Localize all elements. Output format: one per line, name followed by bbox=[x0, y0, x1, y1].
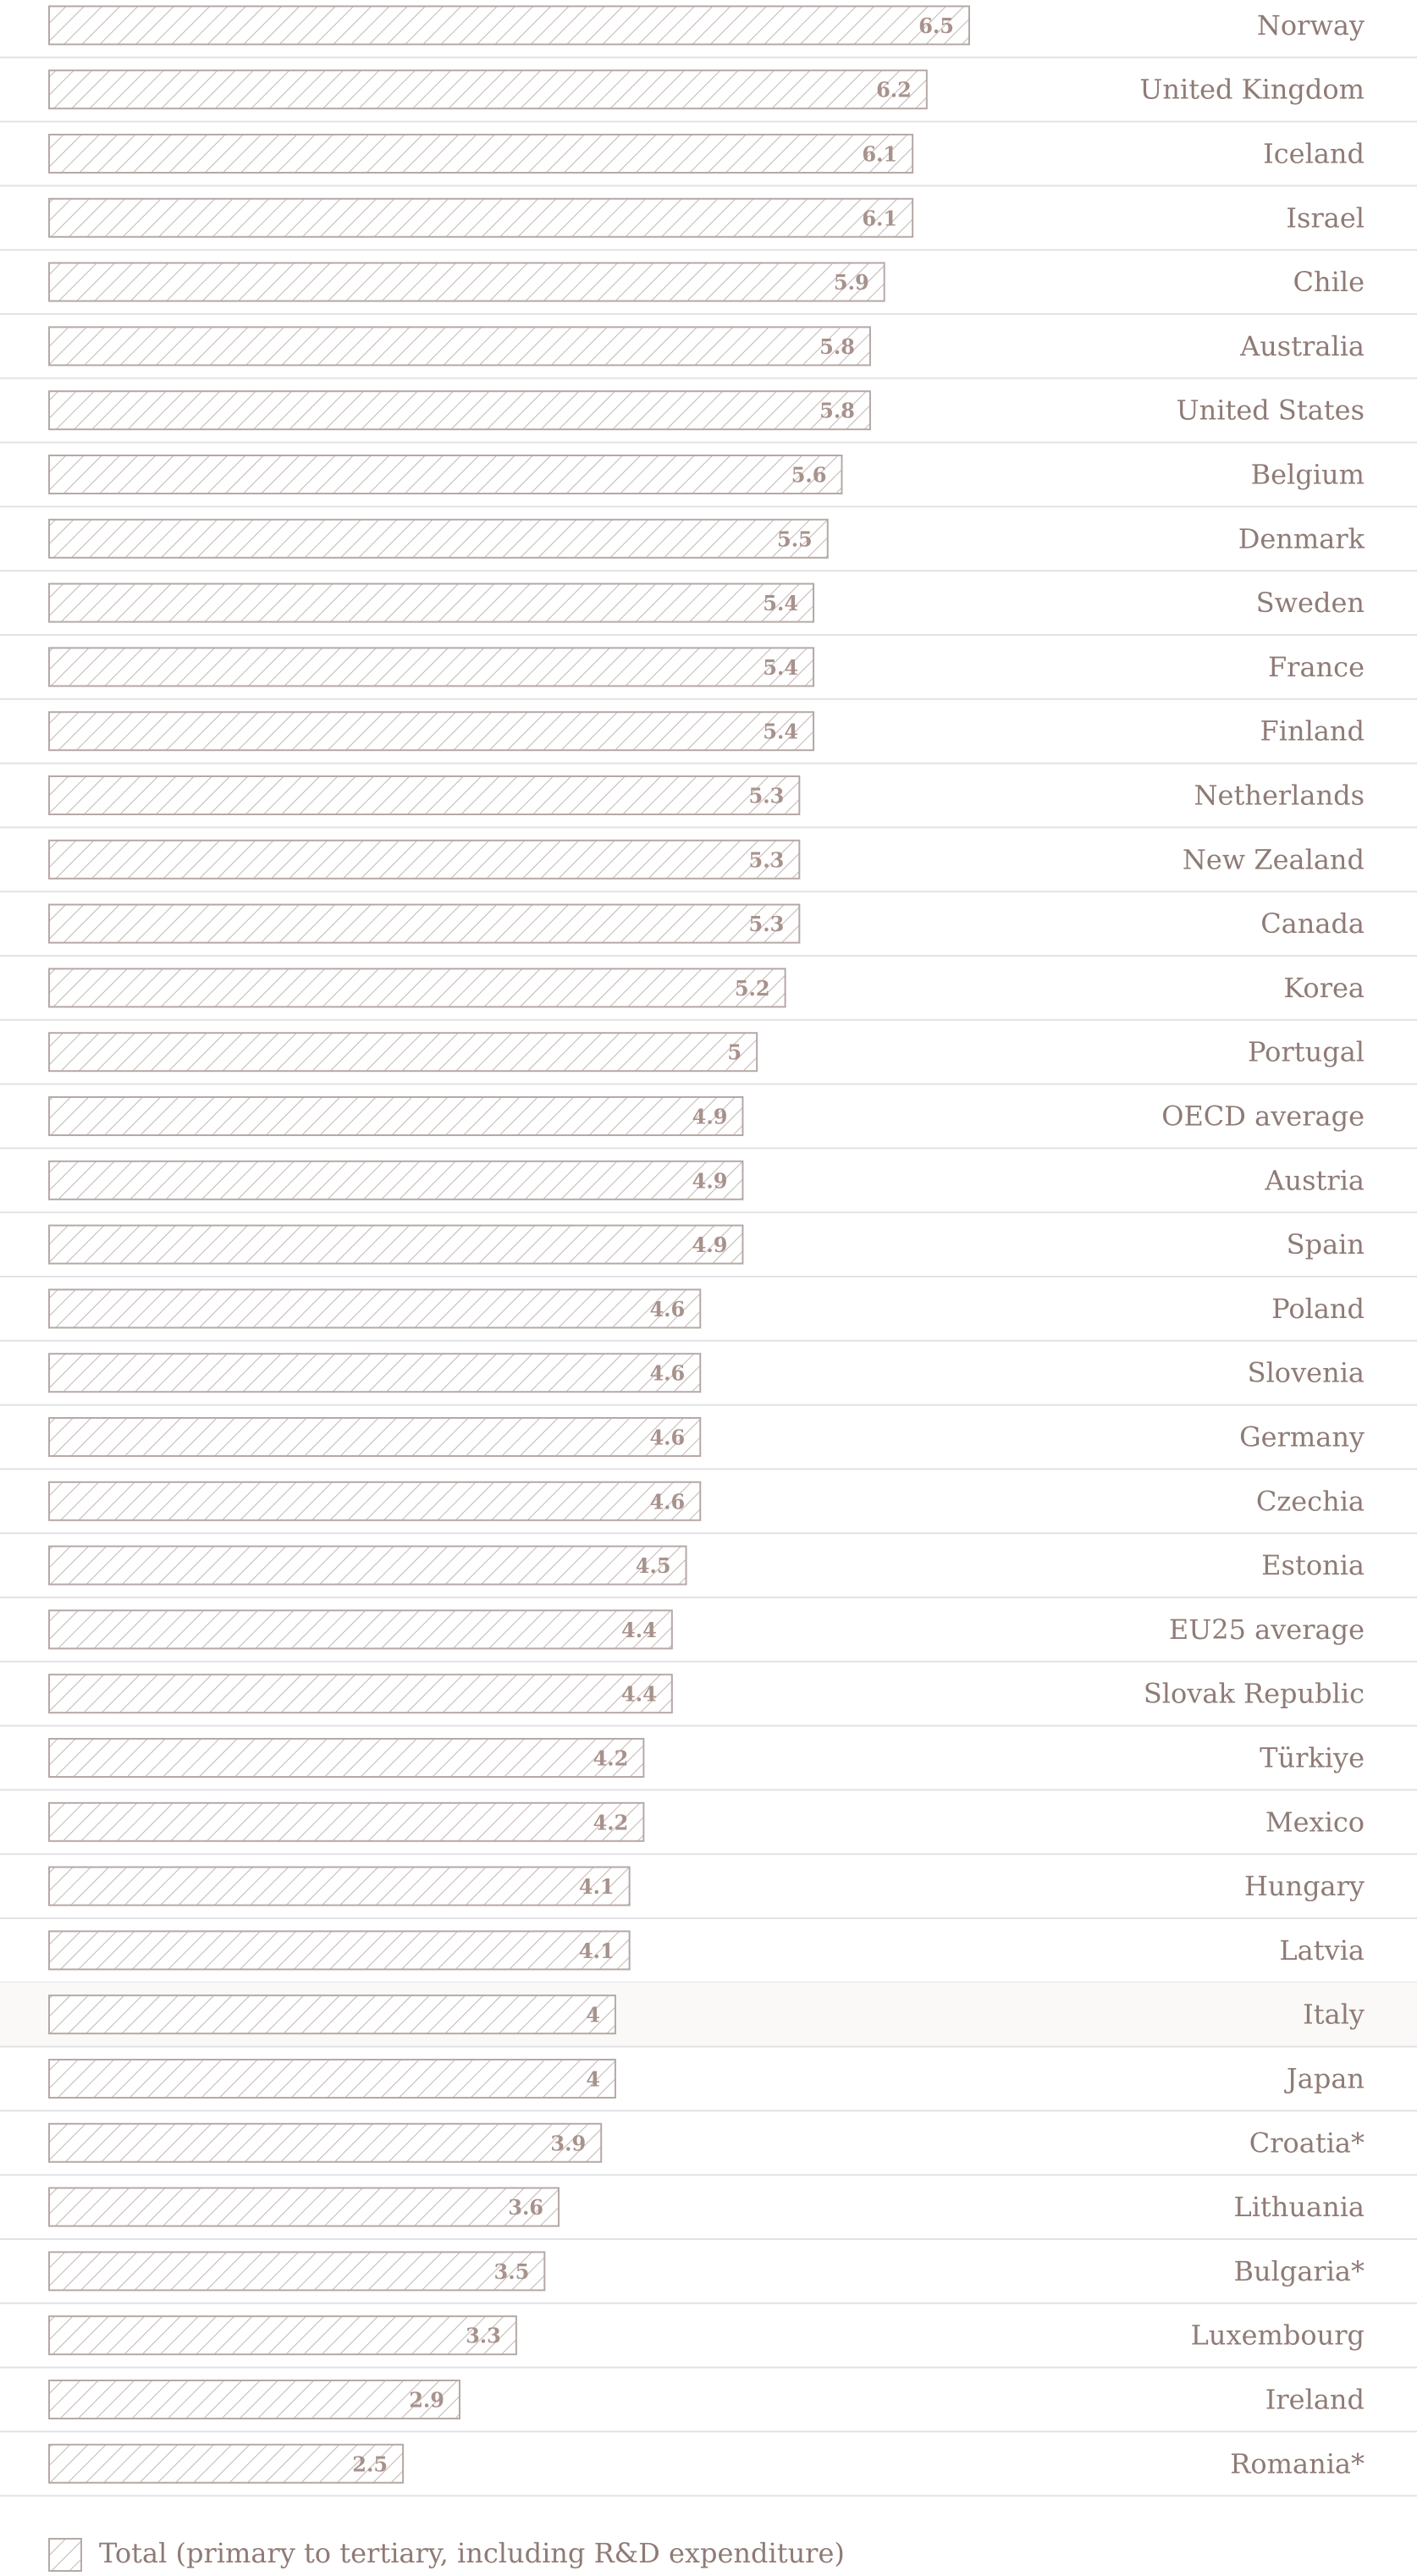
bar[interactable] bbox=[49, 520, 828, 558]
bar[interactable] bbox=[49, 1226, 742, 1264]
bar[interactable] bbox=[49, 1482, 700, 1520]
bar[interactable] bbox=[49, 2445, 403, 2483]
category-label: United Kingdom bbox=[1139, 73, 1365, 106]
bar[interactable] bbox=[49, 2380, 460, 2419]
category-label: Norway bbox=[1256, 8, 1365, 41]
value-label: 4.6 bbox=[649, 1296, 686, 1321]
bar[interactable] bbox=[49, 70, 927, 108]
category-label: Spain bbox=[1286, 1228, 1365, 1261]
bar[interactable] bbox=[49, 1547, 686, 1585]
category-label: Romania* bbox=[1230, 2447, 1365, 2480]
bar[interactable] bbox=[49, 1097, 742, 1135]
value-label: 5.4 bbox=[763, 719, 799, 744]
category-label: Denmark bbox=[1238, 522, 1365, 555]
category-label: Japan bbox=[1286, 2062, 1365, 2095]
bar[interactable] bbox=[49, 1739, 643, 1777]
value-label: 5.4 bbox=[763, 654, 799, 680]
category-label: Belgium bbox=[1250, 458, 1365, 491]
bar[interactable] bbox=[49, 1289, 700, 1327]
bar[interactable] bbox=[49, 2124, 601, 2162]
bar[interactable] bbox=[49, 2316, 516, 2354]
value-label: 5 bbox=[727, 1040, 742, 1065]
category-label: Slovenia bbox=[1247, 1356, 1365, 1389]
value-label: 4 bbox=[586, 2066, 600, 2092]
category-label: Luxembourg bbox=[1190, 2319, 1365, 2352]
value-label: 5.8 bbox=[819, 334, 855, 359]
category-label: New Zealand bbox=[1182, 843, 1365, 876]
bar[interactable] bbox=[49, 1033, 757, 1071]
category-label: Türkiye bbox=[1260, 1741, 1365, 1774]
category-label: Latvia bbox=[1279, 1933, 1365, 1966]
category-label: Czechia bbox=[1255, 1485, 1365, 1518]
bar[interactable] bbox=[49, 1931, 630, 1969]
category-label: Canada bbox=[1260, 907, 1365, 940]
bar[interactable] bbox=[49, 199, 913, 237]
value-label: 6.5 bbox=[918, 13, 954, 38]
category-label: EU25 average bbox=[1168, 1613, 1365, 1646]
bar[interactable] bbox=[49, 584, 813, 622]
category-label: Bulgaria* bbox=[1233, 2254, 1365, 2287]
value-label: 5.4 bbox=[763, 591, 799, 616]
value-label: 5.6 bbox=[791, 462, 827, 488]
value-label: 5.3 bbox=[748, 847, 785, 873]
category-label: Estonia bbox=[1261, 1549, 1365, 1582]
value-label: 4.2 bbox=[593, 1810, 629, 1835]
value-label: 5.8 bbox=[819, 398, 855, 423]
bar[interactable] bbox=[49, 327, 870, 365]
bar[interactable] bbox=[49, 712, 813, 750]
bar[interactable] bbox=[49, 1418, 700, 1456]
value-label: 4.4 bbox=[621, 1681, 657, 1707]
legend bbox=[49, 2537, 845, 2571]
bar[interactable] bbox=[49, 2188, 559, 2226]
value-label: 6.1 bbox=[862, 141, 898, 167]
category-label: Italy bbox=[1303, 1998, 1365, 2031]
value-label: 4.9 bbox=[692, 1104, 728, 1129]
bar[interactable] bbox=[49, 2060, 615, 2098]
bar[interactable] bbox=[49, 1803, 643, 1841]
value-label: 2.5 bbox=[352, 2452, 389, 2477]
chart-rows bbox=[0, 6, 1417, 2496]
category-label: Poland bbox=[1271, 1292, 1365, 1325]
bar[interactable] bbox=[49, 1995, 615, 2033]
category-label: Iceland bbox=[1263, 137, 1365, 170]
value-label: 4.9 bbox=[692, 1168, 728, 1194]
value-label: 2.9 bbox=[409, 2387, 444, 2413]
category-label: Ireland bbox=[1265, 2383, 1365, 2416]
value-label: 4.6 bbox=[649, 1489, 686, 1514]
bar[interactable] bbox=[49, 1610, 672, 1648]
bar[interactable] bbox=[49, 841, 799, 879]
value-label: 5.3 bbox=[748, 912, 785, 937]
bar[interactable] bbox=[49, 1867, 630, 1906]
bar[interactable] bbox=[49, 1674, 672, 1713]
value-label: 4.5 bbox=[635, 1553, 671, 1579]
legend-swatch bbox=[49, 2539, 81, 2571]
bar[interactable] bbox=[49, 1354, 700, 1392]
category-label: OECD average bbox=[1161, 1100, 1365, 1133]
value-label: 5.9 bbox=[833, 270, 869, 295]
value-label: 3.6 bbox=[508, 2195, 544, 2220]
category-label: Chile bbox=[1293, 266, 1365, 299]
value-label: 4.9 bbox=[692, 1233, 728, 1258]
value-label: 5.2 bbox=[734, 975, 770, 1001]
bar[interactable] bbox=[49, 905, 799, 943]
value-label: 4.6 bbox=[649, 1425, 686, 1450]
value-label: 5.3 bbox=[748, 783, 785, 808]
bar[interactable] bbox=[49, 968, 786, 1007]
bar[interactable] bbox=[49, 648, 813, 686]
value-label: 3.9 bbox=[550, 2131, 587, 2156]
value-label: 4.2 bbox=[593, 1746, 629, 1771]
category-label: Croatia* bbox=[1249, 2126, 1365, 2160]
value-label: 3.3 bbox=[466, 2323, 501, 2348]
category-label: Israel bbox=[1286, 201, 1365, 234]
category-label: Mexico bbox=[1265, 1806, 1365, 1839]
category-label: France bbox=[1267, 650, 1365, 683]
value-label: 4.1 bbox=[578, 1874, 615, 1900]
value-label: 5.5 bbox=[777, 527, 813, 552]
bar[interactable] bbox=[49, 1161, 742, 1200]
category-label: Korea bbox=[1283, 971, 1365, 1004]
category-label: Hungary bbox=[1243, 1870, 1365, 1903]
legend-entry-label: Total (primary to tertiary, including R&D expenditure) bbox=[99, 2537, 845, 2569]
bar[interactable] bbox=[49, 6, 969, 44]
bar[interactable] bbox=[49, 391, 870, 429]
category-label: Germany bbox=[1239, 1420, 1365, 1453]
bar[interactable] bbox=[49, 2252, 544, 2290]
value-label: 3.5 bbox=[493, 2259, 530, 2284]
category-label: Netherlands bbox=[1194, 779, 1365, 812]
category-label: Lithuania bbox=[1233, 2191, 1365, 2224]
category-label: Slovak Republic bbox=[1143, 1677, 1365, 1710]
category-label: Portugal bbox=[1247, 1035, 1365, 1068]
category-label: Australia bbox=[1240, 329, 1365, 362]
category-label: Sweden bbox=[1255, 587, 1365, 620]
bar[interactable] bbox=[49, 455, 841, 494]
bar[interactable] bbox=[49, 135, 913, 173]
value-label: 4.4 bbox=[621, 1617, 657, 1642]
category-label: Finland bbox=[1260, 714, 1365, 747]
value-label: 6.1 bbox=[862, 206, 898, 231]
category-label: Austria bbox=[1265, 1164, 1365, 1197]
category-label: United States bbox=[1176, 394, 1365, 427]
value-label: 6.2 bbox=[876, 77, 912, 102]
value-label: 4 bbox=[586, 2002, 600, 2027]
value-label: 4.1 bbox=[578, 1938, 615, 1963]
bar[interactable] bbox=[49, 776, 799, 814]
value-label: 4.6 bbox=[649, 1360, 686, 1386]
bar[interactable] bbox=[49, 263, 885, 301]
